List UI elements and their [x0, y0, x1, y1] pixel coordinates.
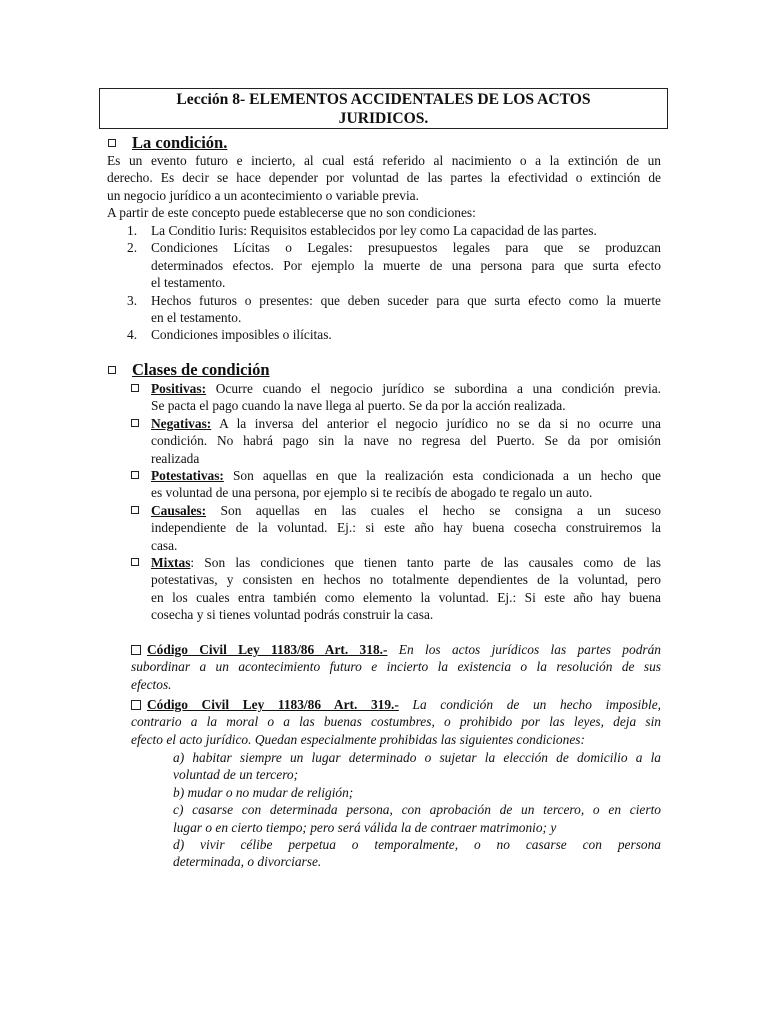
article-text: contrario a la moral o a las buenas costumbres, o prohibido por las leyes, deja sin — [131, 714, 661, 730]
list-item — [107, 292, 661, 327]
article-text: En los actos jurídicos las partes podrán — [387, 642, 661, 657]
condition-term: Potestativas: — [151, 468, 224, 484]
article-319 — [131, 696, 661, 748]
condition-type-positivas — [131, 380, 661, 415]
lesson-title-line-1: Lección 8- ELEMENTOS ACCIDENTALES DE LOS ACTOS — [176, 91, 591, 108]
intro-line: A partir de este concepto puede establecerse que no son condiciones: — [107, 205, 476, 221]
condition-text: en los cuales entra también como elemento la voluntad. Ej.: Si este año hay buena — [151, 589, 661, 605]
condition-term: Causales: — [151, 502, 207, 518]
list-number: 3. — [127, 292, 138, 308]
list-number: 1. — [127, 223, 138, 238]
list-number: 2. — [127, 240, 138, 256]
prohibited-conditions-list — [173, 749, 661, 871]
condition-text: Ocurre cuando el negocio jurídico se subordina a una condición previa. — [206, 381, 661, 396]
condition-text: realizada — [151, 450, 200, 466]
condition-text: potestativas, y consisten en hechos no totalmente dependientes de la voluntad, pero — [151, 572, 661, 588]
list-item-text: Hechos futuros o presentes: que deben suceder para que surta efecto como la muerte — [151, 292, 661, 308]
paragraph-line: derecho. Es decir se hace depender por voluntad de las partes la efectividad o extinción de — [107, 170, 661, 186]
prohibited-condition-text: determinada, o divorciarse. — [173, 854, 322, 870]
checkbox-bullet-icon — [131, 506, 139, 514]
section-heading-clases-de-condicion — [108, 360, 408, 380]
section-heading-text: La condición. — [132, 133, 228, 152]
condition-text: Se pacta el pago cuando la nave llega al puerto. Se da por la acción realizada. — [151, 398, 566, 414]
prohibited-condition-text: a) habitar siempre un lugar determinado o sujetar la elección de domicilio a la — [173, 750, 661, 765]
list-number: 4. — [127, 327, 138, 343]
condition-type-potestativas — [131, 467, 661, 502]
checkbox-bullet-icon — [131, 700, 141, 710]
list-item — [107, 222, 661, 239]
condition-term: Negativas: — [151, 415, 212, 431]
article-318 — [131, 641, 661, 693]
list-item-text: La Conditio Iuris: Requisitos establecidos por ley como La capacidad de las partes. — [151, 223, 597, 238]
checkbox-bullet-icon — [131, 419, 139, 427]
list-item — [107, 326, 661, 343]
condition-text: A la inversa del anterior el negocio jurídico no se da si no ocurre una — [211, 415, 661, 431]
condition-type-negativas — [131, 415, 661, 467]
list-item-text: el testamento. — [151, 275, 226, 291]
list-item-text: Condiciones imposibles o ilícitas. — [151, 327, 332, 343]
article-text: La condición de un hecho imposible, — [398, 697, 661, 712]
condition-text: es voluntad de una persona, por ejemplo si te recibís de abogado te regalo un auto. — [151, 485, 593, 501]
prohibited-condition-text: lugar o en cierto tiempo; pero será válida la de contraer matrimonio; y — [173, 819, 557, 835]
section-heading-text: Clases de condición — [132, 360, 270, 379]
condition-type-causales — [131, 502, 661, 554]
checkbox-bullet-icon — [108, 139, 116, 147]
prohibited-condition-text: voluntad de un tercero; — [173, 767, 299, 783]
list-item — [107, 239, 661, 291]
checkbox-bullet-icon — [131, 384, 139, 392]
checkbox-bullet-icon — [131, 645, 141, 655]
paragraph-line: un negocio jurídico a un acontecimiento o variable previa. — [107, 187, 419, 203]
condition-text: Son aquellas en que la realización esta condicionada a un hecho que — [223, 468, 661, 484]
section-heading-la-condicion — [108, 133, 408, 153]
checkbox-bullet-icon — [131, 471, 139, 479]
article-reference: Código Civil Ley 1183/86 Art. 319.- — [147, 697, 399, 712]
definition-paragraph — [107, 152, 661, 222]
prohibited-condition-text: c) casarse con determinada persona, con aprobación de un tercero, o en cierto — [173, 802, 661, 818]
lesson-title-line-2: JURIDICOS. — [338, 109, 429, 127]
article-text: efecto el acto jurídico. Quedan especialmente prohibidas las siguientes condiciones: — [131, 731, 585, 747]
non-conditions-list — [107, 222, 661, 344]
condition-text: : Son las condiciones que tienen tanto parte de las causales como de las — [190, 555, 661, 571]
condition-term: Positivas: — [151, 381, 207, 396]
condition-text: condición. No habrá pago sin la nave no regresa del Puerto. Se da por omisión — [151, 433, 661, 449]
article-text: subordinar a un acontecimiento futuro e incierto la existencia o la resolución de sus — [131, 659, 661, 675]
condition-types-list — [131, 380, 661, 624]
condition-text: casa. — [151, 537, 178, 553]
article-text: efectos. — [131, 676, 172, 692]
condition-term: Mixtas — [151, 555, 191, 571]
checkbox-bullet-icon — [108, 366, 116, 374]
list-item-text: en el testamento. — [151, 310, 242, 326]
list-item-text: Condiciones Lícitas o Legales: presupuestos legales para que se produzcan — [151, 240, 661, 256]
checkbox-bullet-icon — [131, 558, 139, 566]
prohibited-condition-text: d) vivir célibe perpetua o temporalmente, o no casarse con persona — [173, 837, 661, 853]
condition-text: Son aquellas en las cuales el hecho se consigna a un suceso — [206, 502, 661, 518]
paragraph-line: Es un evento futuro e incierto, al cual está referido al nacimiento o a la extinción de un — [107, 153, 661, 168]
article-reference: Código Civil Ley 1183/86 Art. 318.- — [147, 642, 388, 657]
condition-text: cosecha y si tienes voluntad podrás construir la casa. — [151, 607, 434, 623]
list-item-text: determinados efectos. Por ejemplo la muerte de una persona para que surta efecto — [151, 257, 661, 273]
condition-text: independiente de la voluntad. Ej.: si este año hay buena cosecha construiremos la — [151, 520, 661, 536]
lesson-title-box — [99, 88, 668, 129]
prohibited-condition-text: b) mudar o no mudar de religión; — [173, 784, 354, 800]
condition-type-mixtas — [131, 554, 661, 624]
